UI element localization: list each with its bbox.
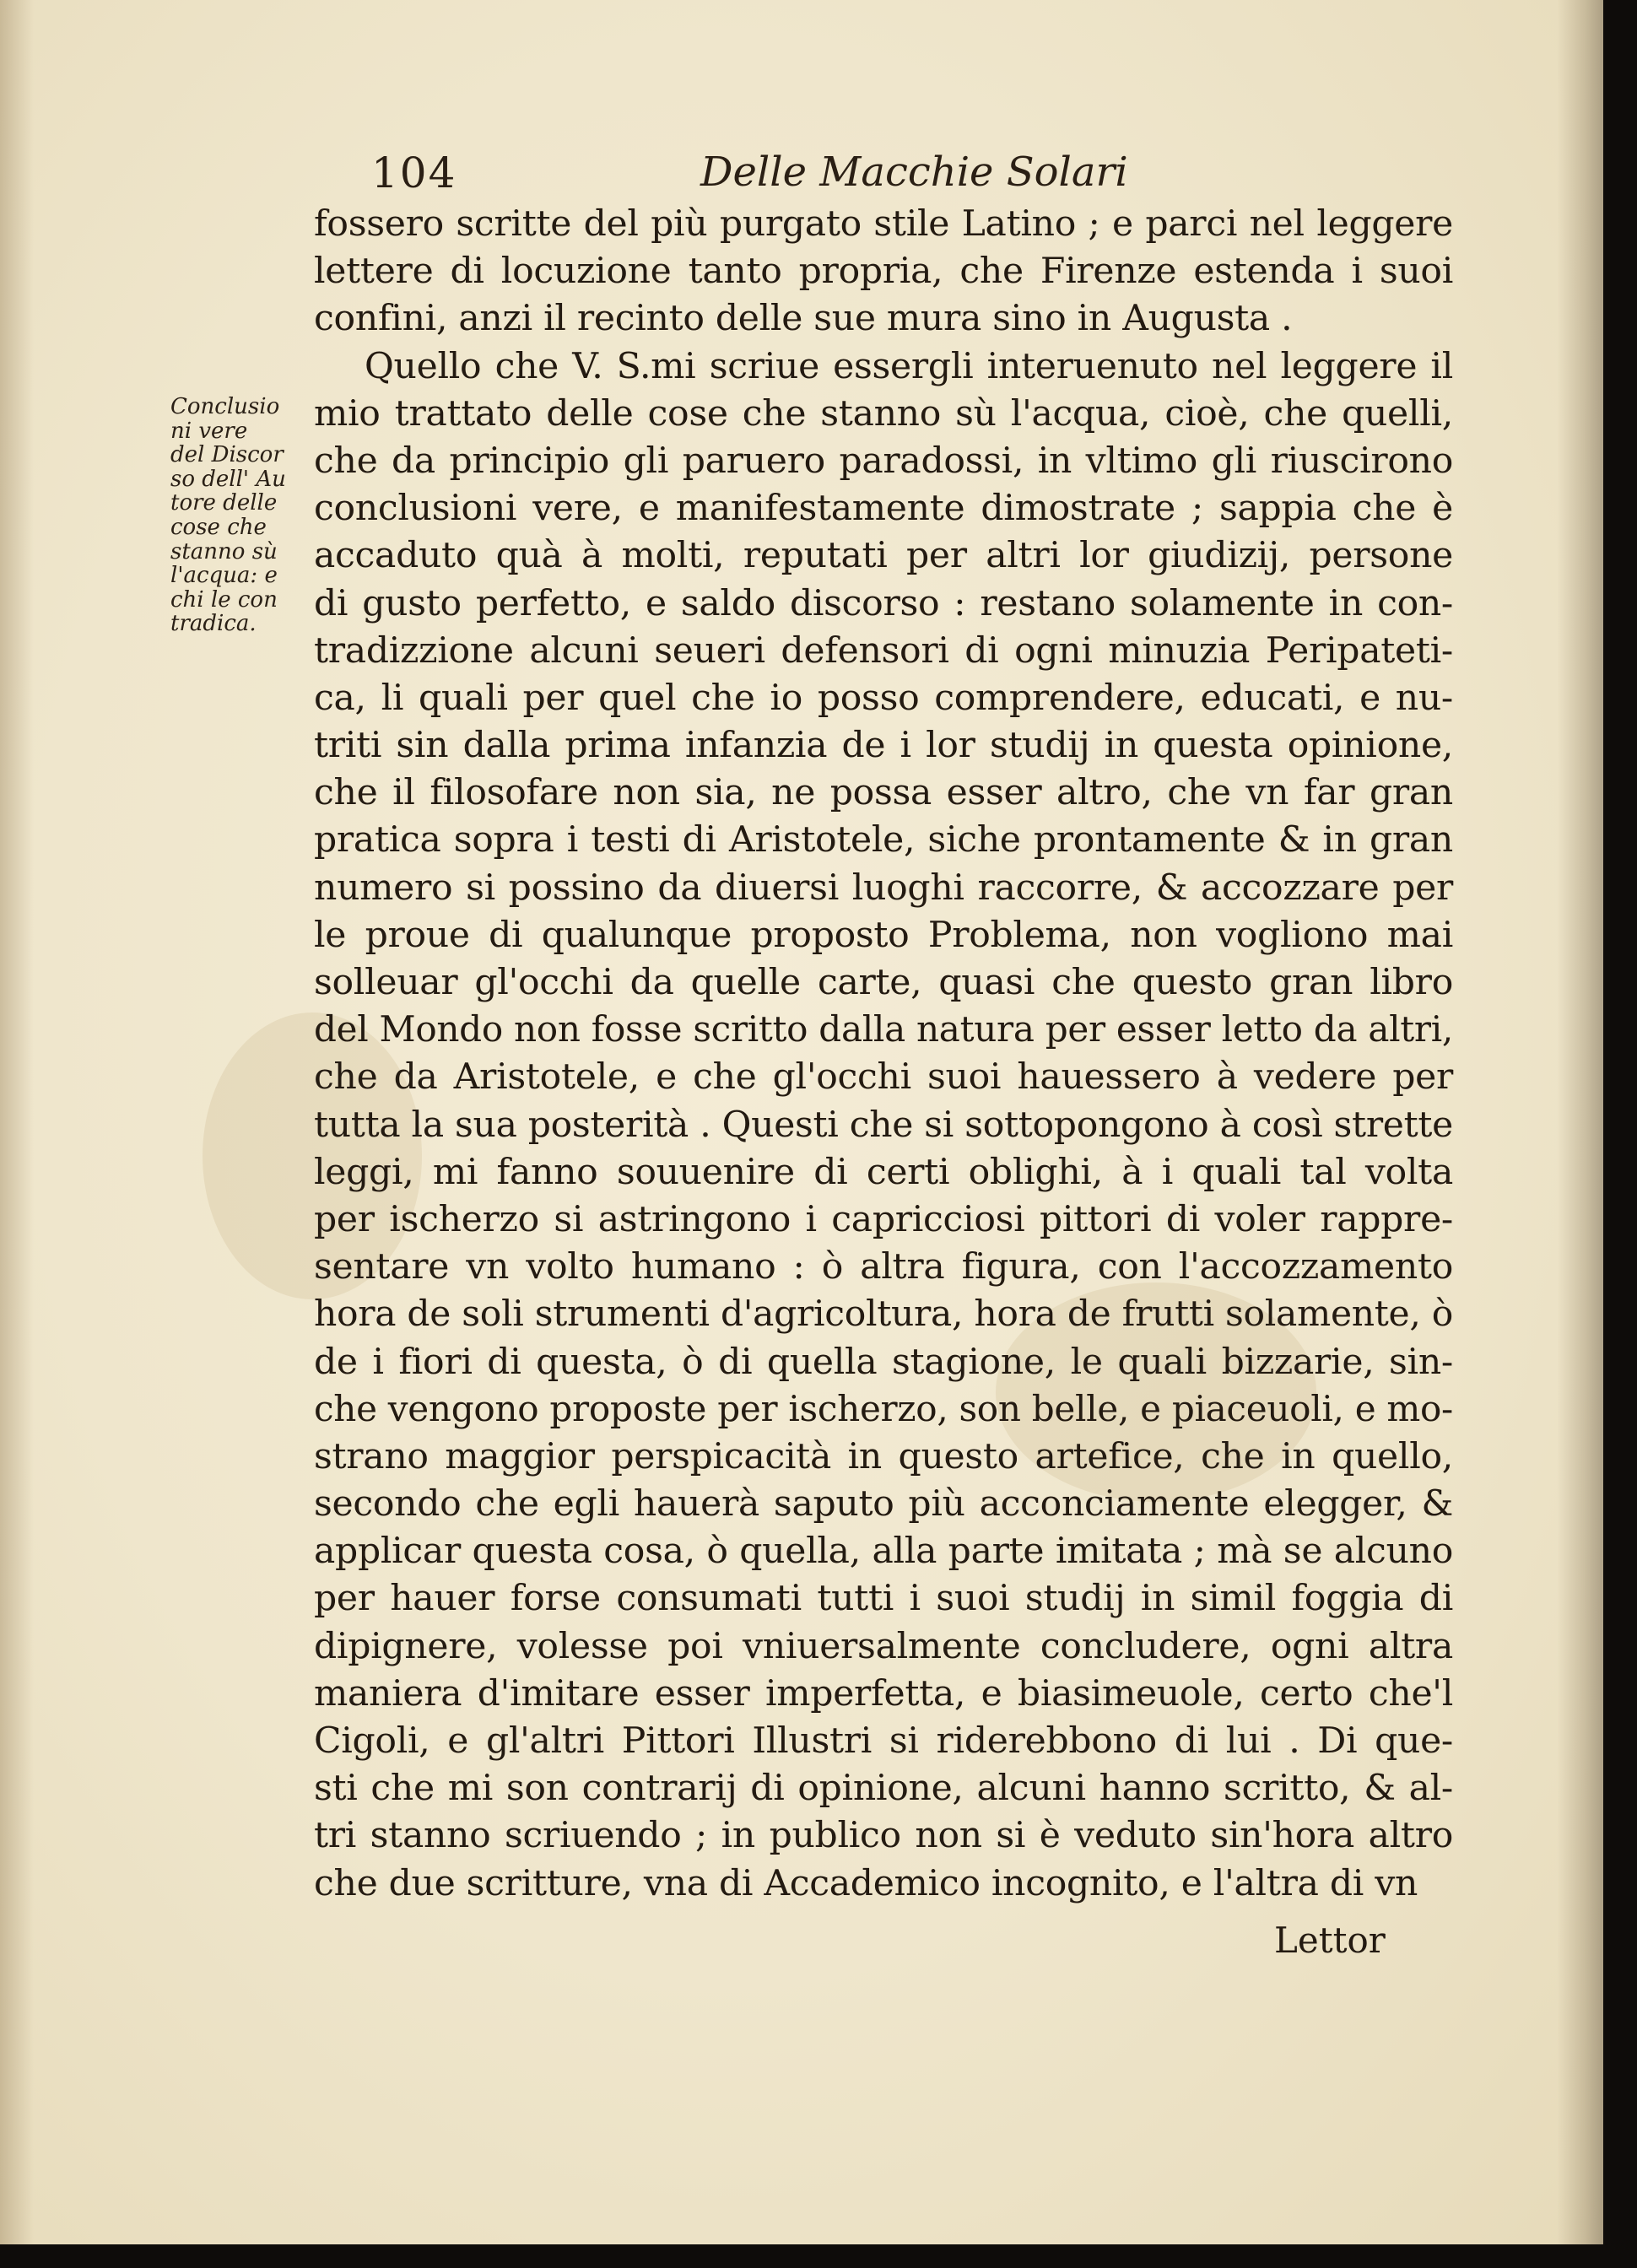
text-line: applicar questa cosa, ò quella, alla parte imitata ; mà se alcuno <box>314 1531 1453 1573</box>
margin-note-line: Conclusio <box>170 394 280 419</box>
text-line: pratica sopra i testi di Aristotele, siche prontamente & in gran <box>314 819 1453 861</box>
margin-note-line: tradica. <box>170 611 257 637</box>
text-line: sentare vn volto humano : ò altra figura, con l'accozzamento <box>314 1246 1453 1288</box>
text-line: che da Aristotele, e che gl'occhi suoi hauessero à vedere per <box>314 1056 1453 1099</box>
text-line: tri stanno scriuendo ; in publico non si è veduto sin'hora altro <box>314 1815 1453 1857</box>
page-fold-shadow <box>1557 0 1603 2244</box>
text-line: Cigoli, e gl'altri Pittori Illustri si riderebbono di lui . Di que- <box>314 1720 1453 1762</box>
text-line: hora de soli strumenti d'agricoltura, hora de frutti solamente, ò <box>314 1293 1453 1336</box>
text-line: de i fiori di questa, ò di quella stagione, le quali bizzarie, sin- <box>314 1341 1453 1383</box>
text-line: le proue di qualunque proposto Problema, non vogliono mai <box>314 914 1453 956</box>
text-line: tradizzione alcuni seueri defensori di ogni minuzia Peripateti- <box>314 629 1453 672</box>
text-line: tutta la sua posterità . Questi che si sottopongono à così strette <box>314 1104 1453 1146</box>
text-line: per hauer forse consumati tutti i suoi studij in simil foggia di <box>314 1578 1453 1620</box>
spine-shadow <box>0 0 34 2244</box>
margin-note-line: so dell' Au <box>170 466 286 492</box>
text-line: dipignere, volesse poi vniuersalmente concludere, ogni altra <box>314 1625 1453 1667</box>
text-line: confini, anzi il recinto delle sue mura sino in Augusta . <box>314 298 1293 340</box>
margin-note-line: cose che <box>170 514 267 540</box>
running-title: Delle Macchie Solari <box>700 148 1128 196</box>
margin-note-line: ni vere <box>170 418 248 444</box>
text-line: numero si possino da diuersi luoghi raccorre, & accozzare per <box>314 867 1453 909</box>
text-line: Quello che V. S.mi scriue essergli interuenuto nel leggere il <box>365 345 1453 387</box>
text-line: accaduto quà à molti, reputati per altri lor giudizij, persone <box>314 535 1453 577</box>
text-line: che da principio gli paruero paradossi, in vltimo gli riuscirono <box>314 440 1453 482</box>
margin-note-line: tore delle <box>170 490 278 516</box>
running-head <box>371 148 1460 208</box>
text-line: strano maggior perspicacità in questo artefice, che in quello, <box>314 1435 1453 1477</box>
text-line: mio trattato delle cose che stanno sù l'acqua, cioè, che quelli, <box>314 392 1453 435</box>
text-line: triti sin dalla prima infanzia de i lor studij in questa opinione, <box>314 725 1453 767</box>
text-line: ca, li quali per quel che io posso comprendere, educati, e nu- <box>314 677 1453 719</box>
text-line: che vengono proposte per ischerzo, son belle, e piaceuoli, e mo- <box>314 1388 1453 1430</box>
margin-note <box>170 395 318 636</box>
text-line: per ischerzo si astringono i capricciosi pittori di voler rappre- <box>314 1198 1453 1240</box>
text-line: che il filosofare non sia, ne possa esser altro, che vn far gran <box>314 772 1453 814</box>
text-line: secondo che egli hauerà saputo più acconciamente elegger, & <box>314 1483 1453 1526</box>
text-line: maniera d'imitare esser imperfetta, e biasimeuole, certo che'l <box>314 1672 1453 1714</box>
text-line: conclusioni vere, e manifestamente dimostrate ; sappia che è <box>314 488 1453 530</box>
catchword: Lettor <box>1274 1920 1386 1961</box>
margin-note-line: chi le con <box>170 586 278 613</box>
text-line: sti che mi son contrarij di opinione, alcuni hanno scritto, & al- <box>314 1768 1453 1810</box>
text-line: del Mondo non fosse scritto dalla natura per esser letto da altri, <box>314 1009 1453 1051</box>
margin-note-line: l'acqua: e <box>170 563 278 589</box>
text-line: leggi, mi fanno souuenire di certi oblighi, à i quali tal volta <box>314 1151 1453 1193</box>
page-number: 104 <box>371 148 457 197</box>
margin-note-line: del Discor <box>170 442 284 468</box>
body-text <box>314 201 1453 1908</box>
text-line: solleuar gl'occhi da quelle carte, quasi che questo gran libro <box>314 962 1453 1003</box>
text-line: che due scritture, vna di Accademico incognito, e l'altra di vn <box>314 1862 1418 1904</box>
margin-note-line: stanno sù <box>170 538 278 564</box>
text-line: lettere di locuzione tanto propria, che Firenze estenda i suoi <box>314 251 1453 293</box>
text-line: di gusto perfetto, e saldo discorso : restano solamente in con- <box>314 582 1453 624</box>
text-line: fossero scritte del più purgato stile Latino ; e parci nel leggere <box>314 203 1453 245</box>
